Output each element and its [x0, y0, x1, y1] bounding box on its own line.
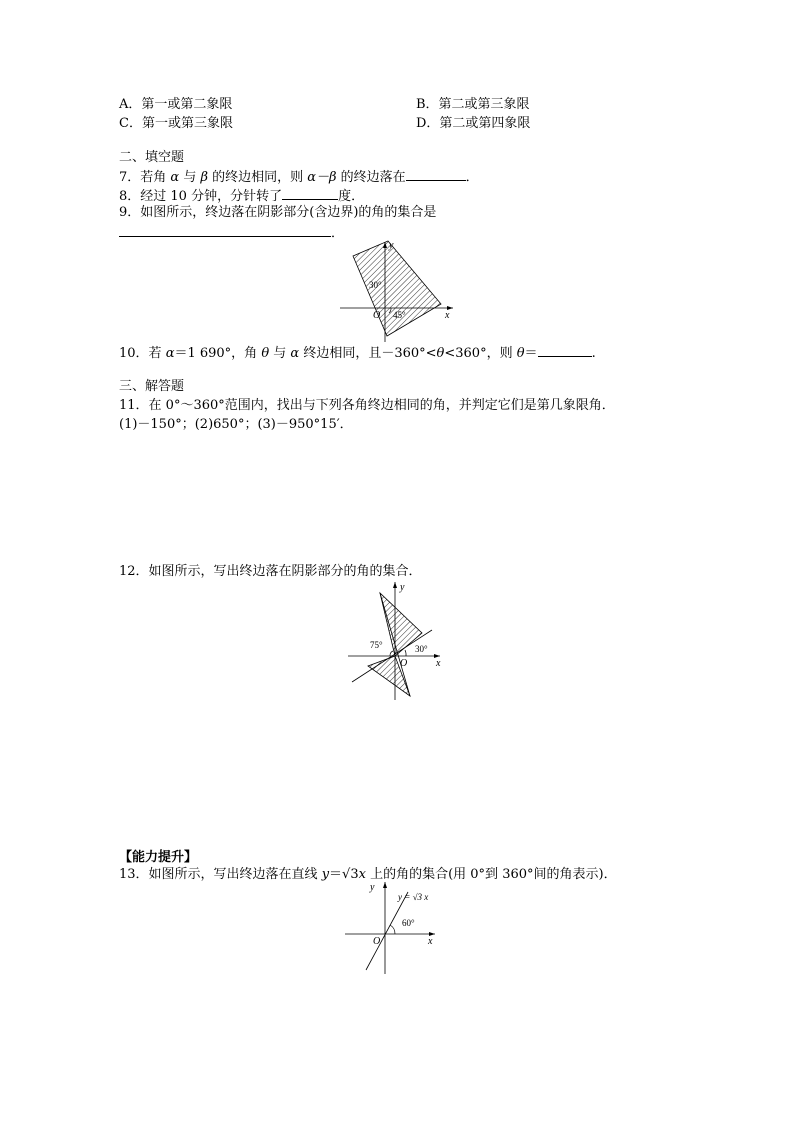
fig13-x-label: x — [428, 936, 433, 947]
q7-text-d: 的终边落在 — [336, 170, 406, 185]
q10-text-b: ＝1 690°，角 — [174, 346, 262, 361]
q10-text-d: 终边相同，且－360°< — [299, 346, 437, 361]
question-7 — [119, 167, 479, 187]
question-12: 12．如图所示，写出终边落在阴影部分的角的集合． — [119, 564, 422, 579]
fig9-shaded-region — [353, 241, 441, 336]
q10-text-e: <360°，则 — [444, 346, 517, 361]
question-11: 11．在 0°～360°范围内，找出与下列各角终边相同的角，并判定它们是第几象限角． — [119, 398, 615, 413]
q7-text-b: 与 — [179, 170, 201, 185]
q7-beta: β — [200, 170, 208, 185]
question-11-items: (1)－150°；(2)650°；(3)－950°15′． — [119, 417, 353, 432]
q8-text-a: 8．经过 10 分钟，分针转了 — [119, 189, 283, 204]
fig12-angle-30: 30° — [415, 644, 428, 654]
figure-12 — [340, 578, 450, 703]
q10-theta-2: θ — [436, 346, 445, 361]
fig9-x-label: x — [445, 310, 450, 321]
fig9-angle-45: 45° — [393, 310, 406, 320]
fig9-origin-label: O — [373, 310, 381, 321]
fig12-x-label: x — [436, 658, 441, 669]
q10-text-c: 与 — [269, 346, 291, 361]
fig13-origin-label: O — [373, 936, 381, 947]
q10-theta: θ — [261, 346, 270, 361]
fig13-line-label: y = √3 x — [398, 892, 429, 902]
q7-text-c: 的终边相同，则 — [207, 170, 308, 185]
figure-9 — [335, 238, 465, 343]
q10-alpha: α — [165, 346, 175, 361]
question-9 — [119, 204, 436, 222]
q7-text-e: ． — [465, 170, 479, 185]
q13-text-a: 13．如图所示，写出终边落在直线 — [119, 867, 322, 882]
figure-13 — [340, 878, 450, 978]
ability-heading: 【能力提升】 — [119, 850, 198, 865]
fig9-angle-30: 30° — [369, 280, 382, 290]
question-8 — [119, 186, 364, 206]
choice-b: B．第二或第三象限 — [416, 97, 530, 112]
q10-text-f: ＝ — [524, 346, 538, 361]
q7-expr: α－β — [307, 170, 337, 185]
fig13-y-label: y — [370, 882, 375, 893]
fig13-angle-60: 60° — [402, 918, 415, 928]
fig12-y-label: y — [400, 582, 405, 593]
q10-text-g: . — [591, 346, 596, 361]
q8-text-b: 度． — [338, 189, 365, 204]
choice-d: D．第二或第四象限 — [416, 116, 531, 131]
q9-end: ． — [331, 226, 345, 241]
choice-row-1 — [119, 96, 530, 114]
choice-a: A．第一或第二象限 — [119, 97, 233, 112]
fig13-line — [366, 892, 408, 970]
fig12-origin-label: O — [400, 658, 408, 669]
q9-answer-line — [119, 223, 344, 243]
choice-row-2 — [119, 115, 531, 133]
q10-alpha-2: α — [290, 346, 300, 361]
q13-text-b: 上的角的集合(用 0°到 360°间的角表示)． — [365, 867, 617, 882]
q13-y: y — [321, 867, 330, 882]
q13-x: x — [358, 867, 366, 882]
q10-text-a: 10．若 — [119, 346, 166, 361]
q13-eq: ＝√3 — [329, 867, 359, 882]
q9-answer-blank[interactable] — [119, 223, 331, 237]
fig12-angle-75: 75° — [370, 640, 383, 650]
fig9-y-label: y — [389, 240, 394, 251]
section-answer: 三、解答题 — [119, 379, 185, 394]
q7-alpha: α — [170, 170, 180, 185]
q7-text-a: 7．若角 — [119, 170, 171, 185]
q9-text: 9．如图所示，终边落在阴影部分(含边界)的角的集合是 — [119, 205, 437, 220]
q10-answer-blank[interactable] — [538, 343, 592, 357]
section-fill-in: 二、填空题 — [119, 150, 185, 165]
q7-answer-blank[interactable] — [406, 167, 466, 181]
q10-theta-3: θ — [516, 346, 525, 361]
question-10 — [119, 343, 596, 363]
q8-answer-blank[interactable] — [282, 186, 338, 200]
choice-c: C．第一或第三象限 — [119, 116, 233, 131]
